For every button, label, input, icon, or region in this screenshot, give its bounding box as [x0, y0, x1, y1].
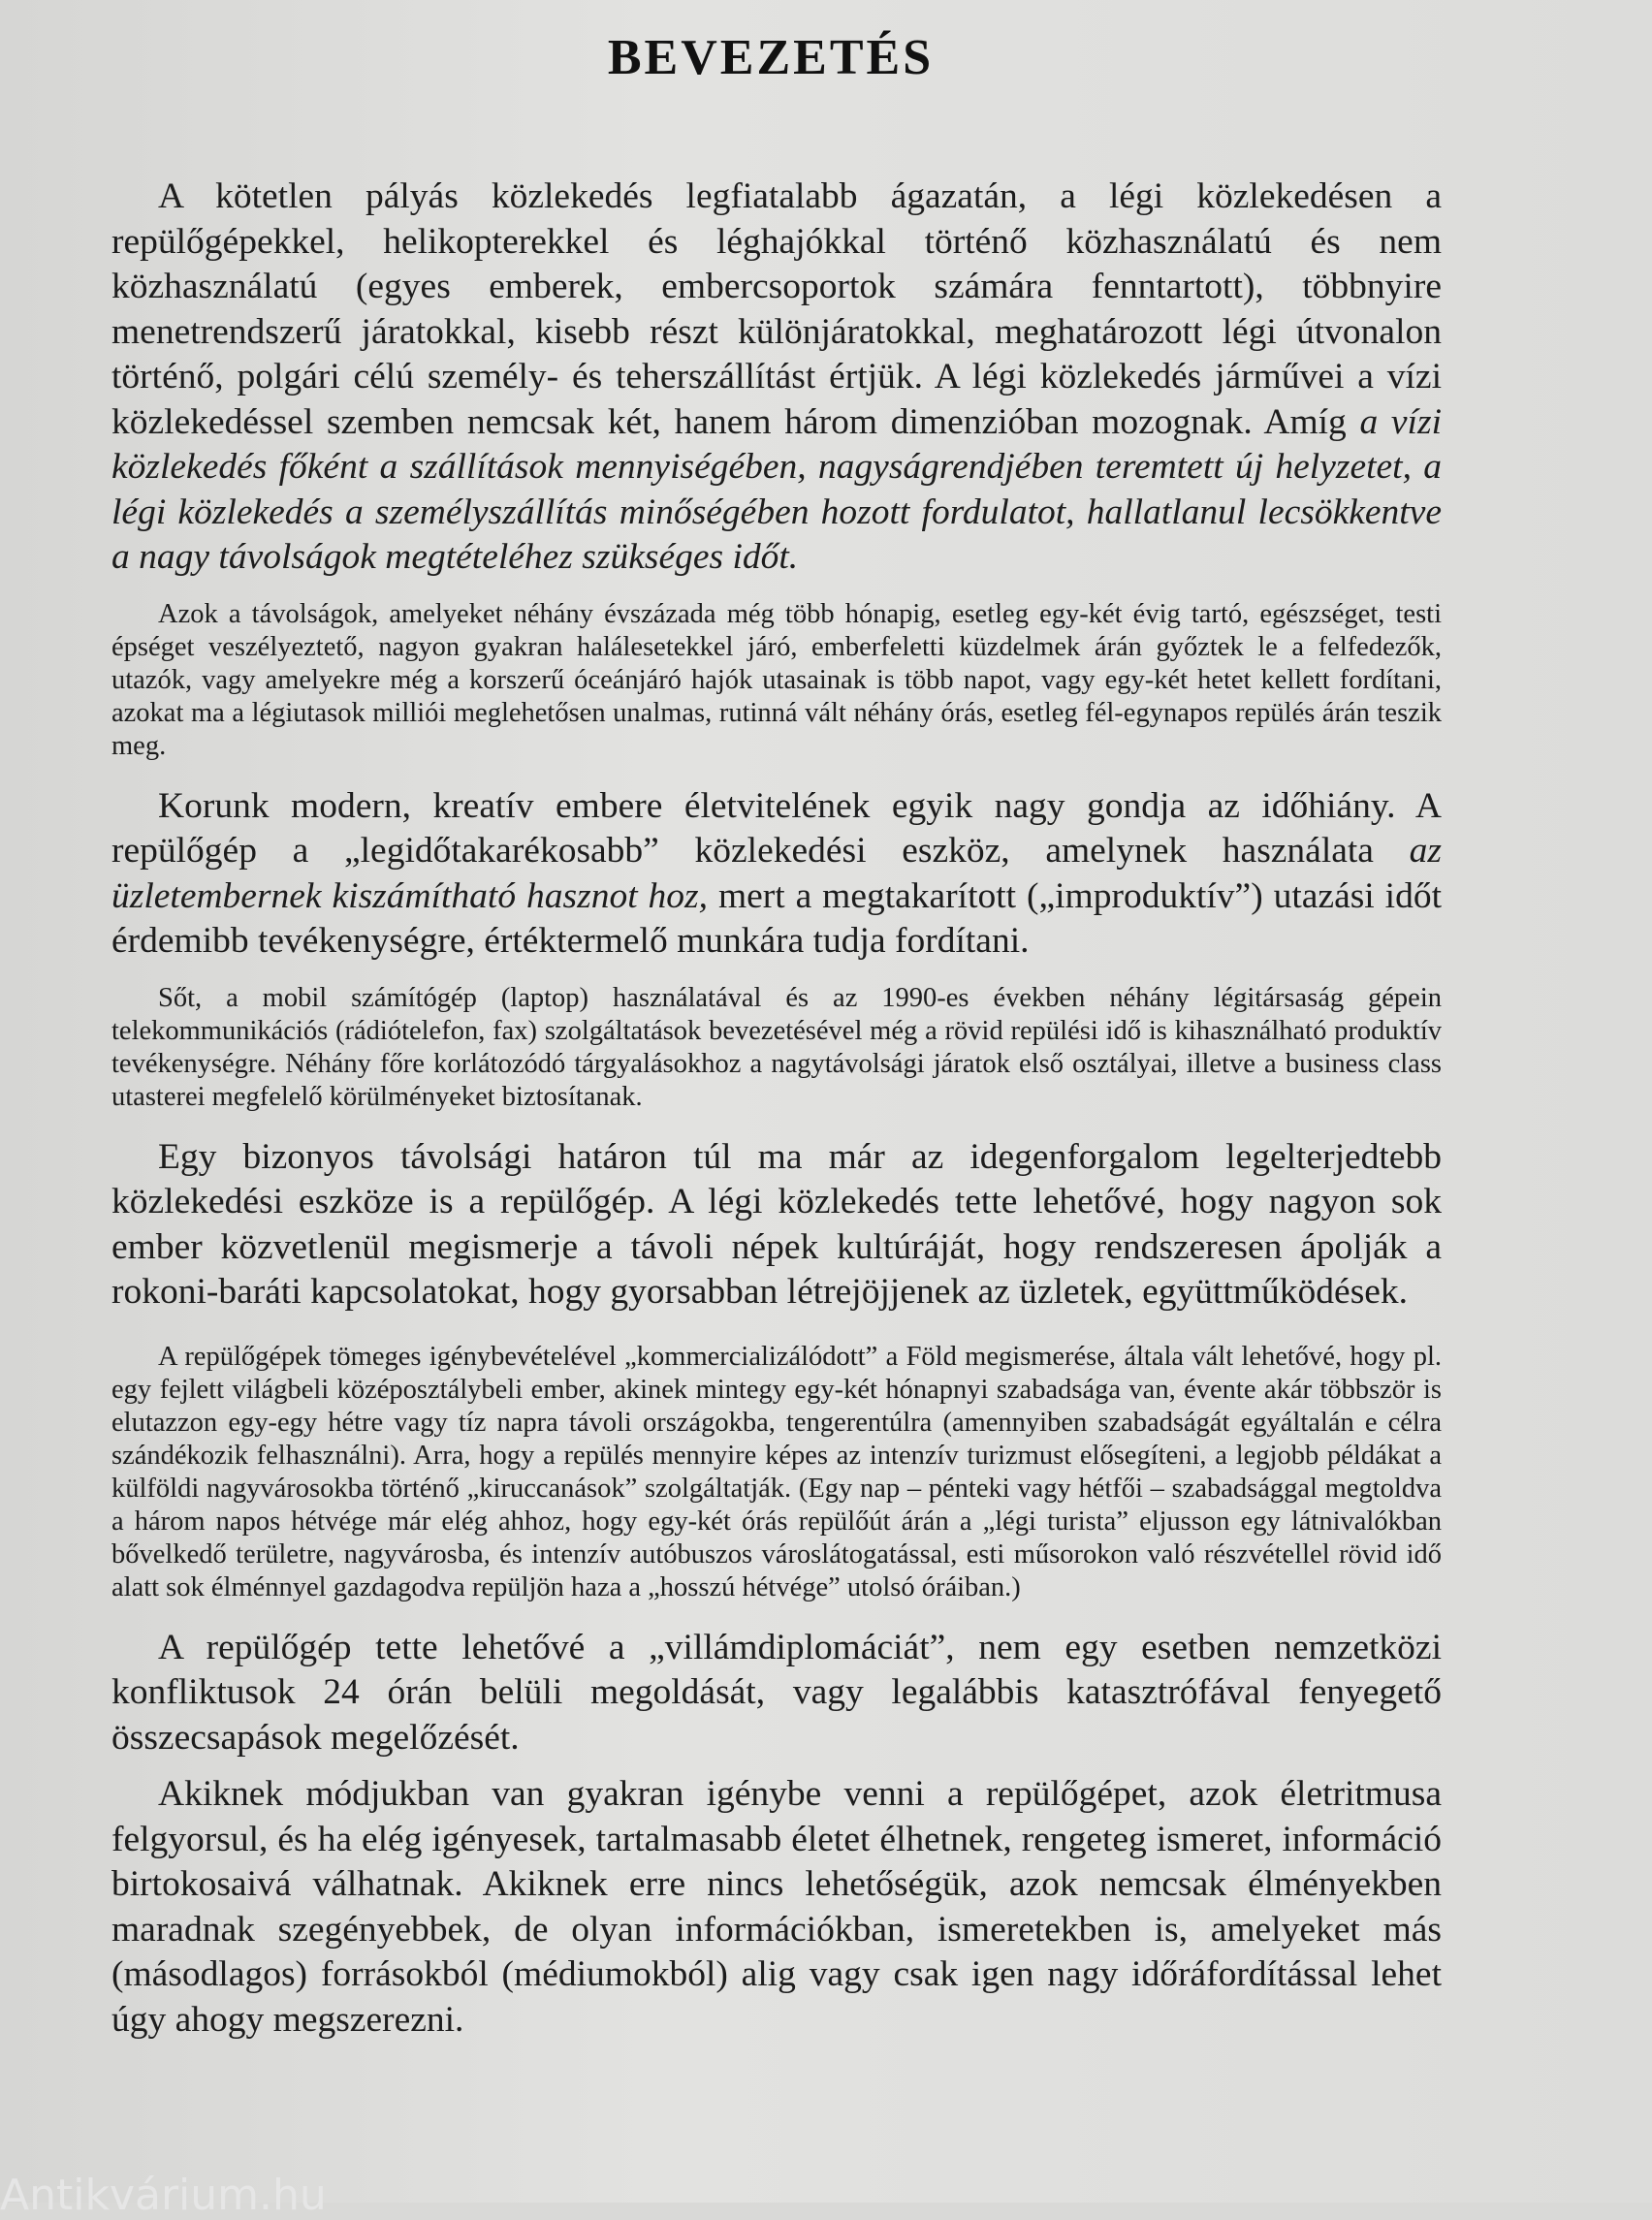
paragraph-3 [111, 784, 1442, 965]
paragraph-2: Azok a távolságok, amelyeket néhány évszázada még több hónapig, esetleg egy-két évig tartó, egészséget, testi épséget veszélyeztető, nagyon gyakran halálesetekkel járó, emberfeletti küzdelmek árán győztek le a felfedezők, utazók, vagy amelyekre még a korszerű óceánjáró hajók utasainak is több napot, vagy egy-két hetet kellett fordítani, azokat ma a légiutasok milliói meglehetősen unalmas, rutinná vált néhány órás, esetleg fél-egynapos repülés árán teszik meg. [111, 598, 1442, 761]
paragraph-7: A repülőgép tette lehetővé a „villámdiplomáciát”, nem egy esetben nemzetközi konfliktusok 24 órán belüli megoldását, vagy legalábbis katasztrófával fenyegető összecsapások megelőzését. [111, 1627, 1442, 1758]
watermark: Antikvárium.hu [0, 2171, 327, 2220]
paragraph-5: Egy bizonyos távolsági határon túl ma már az idegenforgalom legelterjedtebb közlekedési eszköze is a repülőgép. A légi közlekedés tette lehetővé, hogy nagyon sok ember közvetlenül megismerje a távoli népek kultúráját, hogy rendszeresen ápolják a rokoni-baráti kapcsolatokat, hogy gyorsabban létrejöjjenek az üzletek, együttműködések. [111, 1136, 1442, 1312]
page-body [111, 174, 1442, 2043]
page-title: BEVEZETÉS [607, 30, 935, 85]
paragraph-6: A repülőgépek tömeges igénybevételével „kommercializálódott” a Föld megismerése, általa vált lehetővé, hogy pl. egy fejlett világbeli középosztálybeli ember, akinek mintegy egy-két hónapnyi szabadsága van, évente akár többször is elutazzon egy-egy hétre vagy tíz napra távoli országokba, tengerentúlra (amennyiben szabadságát egyáltalán e célra szándékozik felhasználni). Arra, hogy a repülés mennyire képes az intenzív turizmust elősegíteni, a legjobb példákat a külföldi nagyvárosokba történő „kiruccanások” szolgáltatják. (Egy nap – pénteki vagy hétfői – szabadsággal megtoldva a három napos hétvége már elég ahhoz, hogy egy-két órás repülőút árán a „légi turista” eljusson egy látnivalókban bővelkedő területre, nagyvárosba, és intenzív autóbuszos városlátogatással, esti műsorokon való részvétellel rövid idő alatt sok élménnyel gazdagodva repüljön haza a „hosszú hétvége” utolsó óráiban.) [111, 1341, 1442, 1602]
paragraph-3-italic: az üzletembernek kiszámítható hasznot hoz, [111, 831, 1442, 916]
paragraph-4: Sőt, a mobil számítógép (laptop) használatával és az 1990-es években néhány légitársaság gépein telekommunikációs (rádiótelefon, fax) szolgáltatások bevezetésével még a rövid repülési idő is kihasználható produktív tevékenységre. Néhány főre korlátozódó tárgyalásokhoz a nagytávolsági járatok első osztályai, illetve a business class utasterei megfelelő körülményeket biztosítanak. [111, 982, 1442, 1112]
paragraph-3-text-b: mert a megtakarított („improduktív”) utazási időt érdemibb tevékenységre, értéktermelő munkára tudja fordítani. [111, 875, 1442, 961]
paragraph-1-italic: a vízi közlekedés főként a szállítások mennyiségében, nagyságrendjében teremtett új helyzetet, a légi közlekedés a személyszállítás minőségében hozott fordulatot, hallatlanul lecsökkentve a nagy távolságok megtételéhez szükséges időt. [111, 401, 1443, 577]
paragraph-1 [111, 174, 1442, 581]
paragraph-8: Akiknek módjukban van gyakran igénybe venni a repülőgépet, azok életritmusa felgyorsul, és ha elég igényesek, tartalmasabb életet élhetnek, rengeteg ismeret, információ birtokosaivá válhatnak. Akiknek erre nincs lehetőségük, azok nemcsak élményekben maradnak szegényebbek, de olyan információkban, ismeretekben is, amelyeket más (másodlagos) forrásokból (médiumokból) alig vagy csak igen nagy időráfordítással lehet úgy ahogy megszerezni. [111, 1774, 1442, 2040]
paragraph-1-text: A kötetlen pályás közlekedés legfiatalabb ágazatán, a légi közlekedésen a repülőgépekkel, helikopterekkel és léghajókkal történő közhasználatú és nem közhasználatú (egyes emberek, embercsoportok számára fenntartott), többnyire menetrendszerű járatokkal, kisebb részt különjáratokkal, meghatározott légi útvonalon történő, polgári célú személy- és teherszállítást értjük. A légi közlekedés járművei a vízi közlekedéssel szemben nemcsak két, hanem három dimenzióban mozognak. Amíg [111, 176, 1442, 442]
paragraph-3-text-a: Korunk modern, kreatív embere életvitelének egyik nagy gondja az időhiány. A repülőgép a „legidőtakarékosabb” közlekedési eszköz, amelynek használata [111, 785, 1442, 871]
